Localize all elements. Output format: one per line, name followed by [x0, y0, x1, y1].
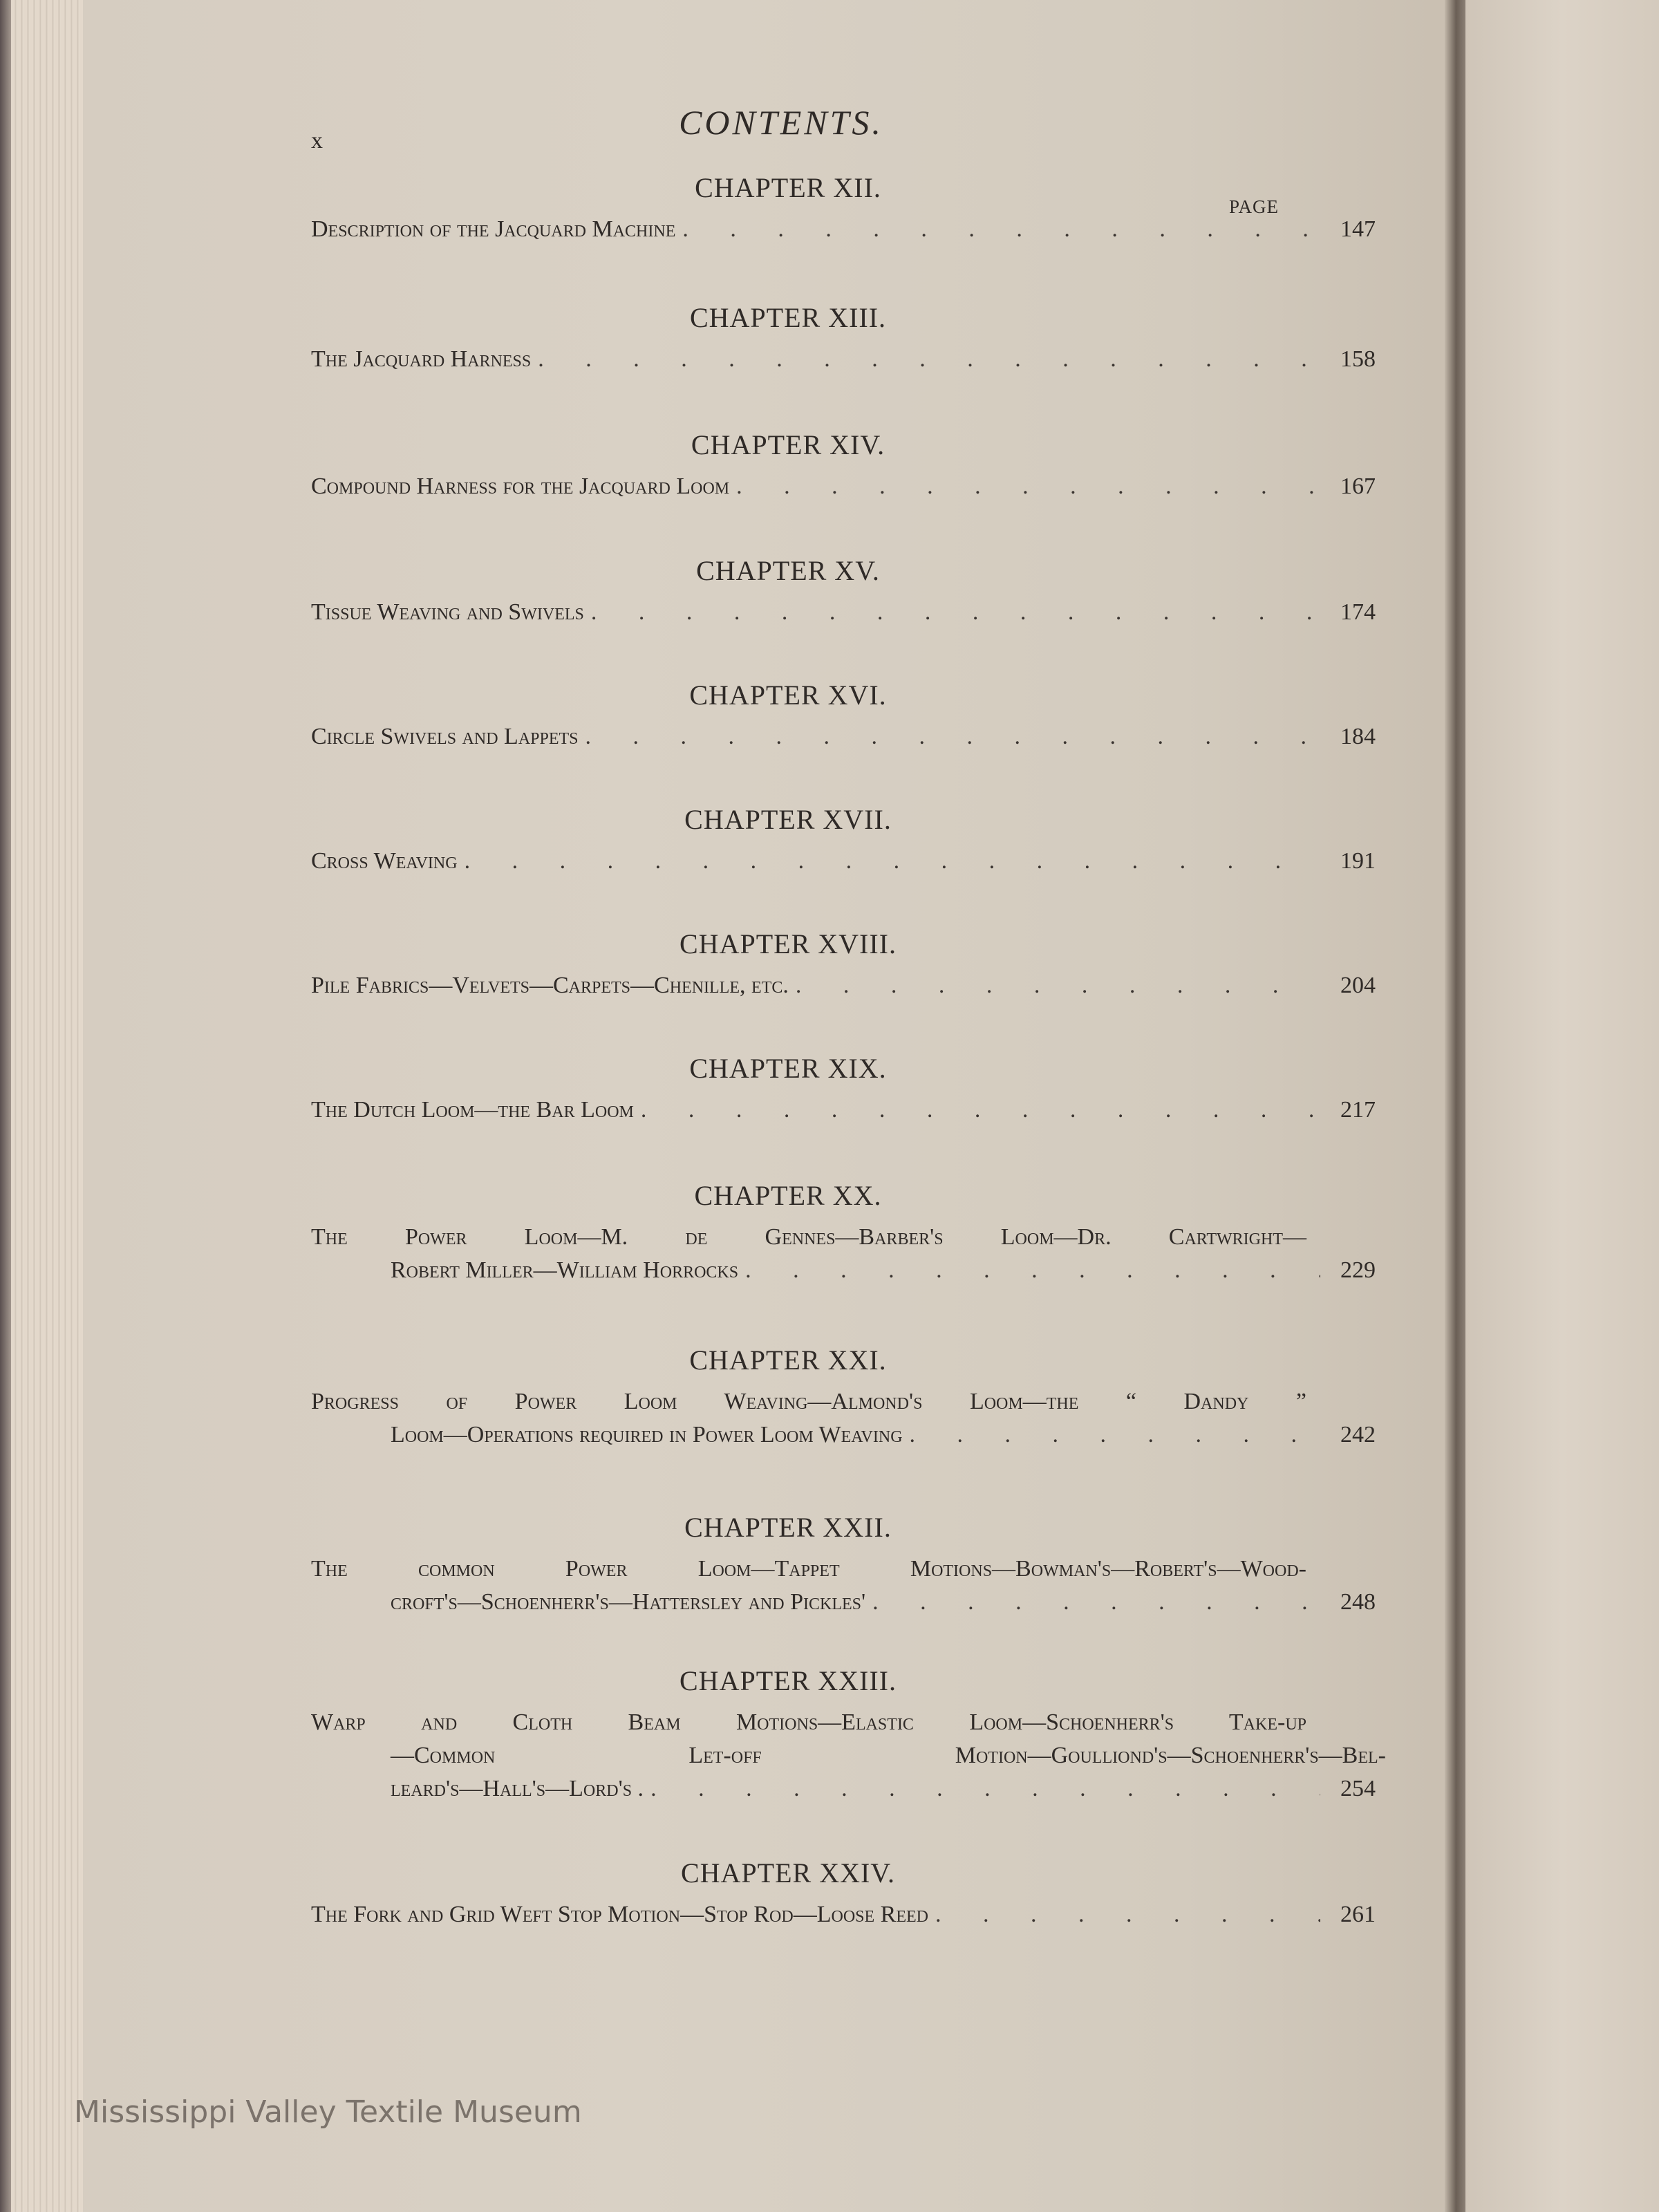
leader-dots	[591, 599, 1320, 626]
book-gutter	[1445, 0, 1465, 2212]
page-reference: 174	[1340, 599, 1376, 625]
page-title: CONTENTS.	[679, 103, 883, 142]
chapter-heading: CHAPTER XXIV.	[680, 1857, 896, 1888]
chapter-title-text: Pile Fabrics—Velvets—Carpets—Chenille, etc.	[311, 973, 789, 998]
chapter-title-line	[311, 599, 1376, 626]
chapter-heading: CHAPTER XIX.	[689, 1053, 887, 1084]
chapter-title-line	[311, 1709, 1306, 1736]
chapter-title-text: Loom—Operations required in Power Loom Weaving	[391, 1422, 903, 1447]
chapter-title-text: Cross Weaving	[311, 848, 458, 874]
page-reference: 204	[1340, 973, 1376, 998]
chapter-title-text: The Power Loom—M. de Gennes—Barber's Loom—Dr. Cartwright—	[311, 1224, 1306, 1250]
leader-dots	[910, 1422, 1320, 1448]
page-number: x	[311, 128, 324, 153]
toc-entry	[311, 1665, 1386, 1802]
page-reference: 261	[1340, 1902, 1376, 1927]
leader-dots	[641, 1097, 1320, 1123]
chapter-title-text: leard's—Hall's—Lord's .	[391, 1776, 644, 1801]
chapter-title-line	[311, 1257, 1376, 1284]
chapter-heading: CHAPTER XVII.	[684, 804, 892, 835]
page-reference: 242	[1340, 1422, 1376, 1447]
leader-dots	[935, 1902, 1320, 1928]
museum-watermark: Mississippi Valley Textile Museum	[74, 2094, 582, 2130]
page-reference: 167	[1340, 474, 1376, 499]
toc-entry	[311, 1179, 1376, 1284]
leader-dots	[650, 1776, 1320, 1802]
chapter-title-text: —Common Let-off Motion—Goulliond's—Schoenherr's—Bel-	[391, 1743, 1386, 1768]
leader-dots	[872, 1589, 1320, 1615]
leader-dots	[796, 973, 1320, 999]
toc-entry	[311, 1857, 1376, 1928]
leader-dots	[736, 474, 1320, 500]
chapter-title-text: Tissue Weaving and Swivels	[311, 599, 584, 625]
chapter-title-line	[311, 1902, 1376, 1928]
toc-entry	[311, 554, 1376, 626]
chapter-title-line	[311, 1389, 1306, 1415]
toc-entry	[311, 301, 1376, 373]
page-column-label: PAGE	[1229, 196, 1280, 217]
chapter-heading: CHAPTER XIII.	[689, 302, 887, 333]
chapter-title-text: The Jacquard Harness	[311, 346, 532, 372]
chapter-title-text: The common Power Loom—Tappet Motions—Bowman's—Robert's—Wood-	[311, 1556, 1306, 1582]
chapter-title-line	[311, 474, 1376, 500]
chapter-title-line	[311, 216, 1376, 243]
page-reference: 191	[1340, 848, 1376, 874]
chapter-heading: CHAPTER XVIII.	[679, 928, 897, 959]
chapter-title-text: Compound Harness for the Jacquard Loom	[311, 474, 730, 499]
chapter-title-line	[311, 848, 1376, 874]
chapter-title-line	[311, 1776, 1376, 1802]
chapter-title-text: Warp and Cloth Beam Motions—Elastic Loom—Schoenherr's Take-up	[311, 1709, 1306, 1735]
chapter-title-line	[311, 1224, 1306, 1250]
toc-entry	[311, 429, 1376, 500]
toc-entry	[311, 1344, 1376, 1448]
chapter-title-line	[311, 346, 1376, 373]
page-reference: 217	[1340, 1097, 1376, 1123]
chapter-title-text: croft's—Schoenherr's—Hattersley and Pickles'	[391, 1589, 866, 1615]
chapter-title-text: Description of the Jacquard Machine	[311, 216, 676, 242]
chapter-title-text: The Dutch Loom—the Bar Loom	[311, 1097, 634, 1123]
leader-dots	[465, 848, 1320, 874]
contents-page	[83, 0, 1459, 2212]
chapter-heading: CHAPTER XXIII.	[679, 1665, 897, 1696]
chapter-title-line	[311, 1556, 1306, 1582]
toc-entry	[311, 171, 1376, 243]
chapter-title-text: Circle Swivels and Lappets	[311, 724, 579, 749]
page-reference: 158	[1340, 346, 1376, 372]
chapter-title-line	[311, 1589, 1376, 1615]
leader-dots	[585, 724, 1320, 750]
chapter-heading: CHAPTER XV.	[696, 555, 880, 586]
toc-entry	[311, 928, 1376, 999]
chapter-title-text: Robert Miller—William Horrocks	[391, 1257, 739, 1283]
page-reference: 248	[1340, 1589, 1376, 1615]
leader-dots	[745, 1257, 1320, 1284]
page-reference: 229	[1340, 1257, 1376, 1283]
toc-entry	[311, 803, 1376, 874]
page-reference: 147	[1340, 216, 1376, 242]
page-edges	[11, 0, 88, 2212]
chapter-heading: CHAPTER XIV.	[691, 429, 885, 460]
chapter-title-text: Progress of Power Loom Weaving—Almond's Loom—the “ Dandy ”	[311, 1389, 1306, 1414]
chapter-title-line	[311, 1743, 1386, 1769]
leader-dots	[682, 216, 1320, 243]
chapter-heading: CHAPTER XVI.	[689, 679, 887, 711]
toc-entry	[311, 679, 1376, 750]
chapter-heading: CHAPTER XII.	[695, 172, 881, 203]
chapter-heading: CHAPTER XXI.	[689, 1344, 887, 1376]
page-reference: 254	[1340, 1776, 1376, 1801]
chapter-title-line	[311, 724, 1376, 750]
chapter-title-line	[311, 1422, 1376, 1448]
chapter-title-line	[311, 973, 1376, 999]
toc-entry	[311, 1511, 1376, 1615]
toc-entry	[311, 1052, 1376, 1123]
chapter-title-text: The Fork and Grid Weft Stop Motion—Stop Rod—Loose Reed	[311, 1902, 928, 1927]
page-reference: 184	[1340, 724, 1376, 749]
chapter-heading: CHAPTER XX.	[694, 1180, 882, 1211]
facing-page	[1465, 0, 1659, 2212]
leader-dots	[538, 346, 1320, 373]
chapter-title-line	[311, 1097, 1376, 1123]
chapter-heading: CHAPTER XXII.	[684, 1512, 892, 1543]
